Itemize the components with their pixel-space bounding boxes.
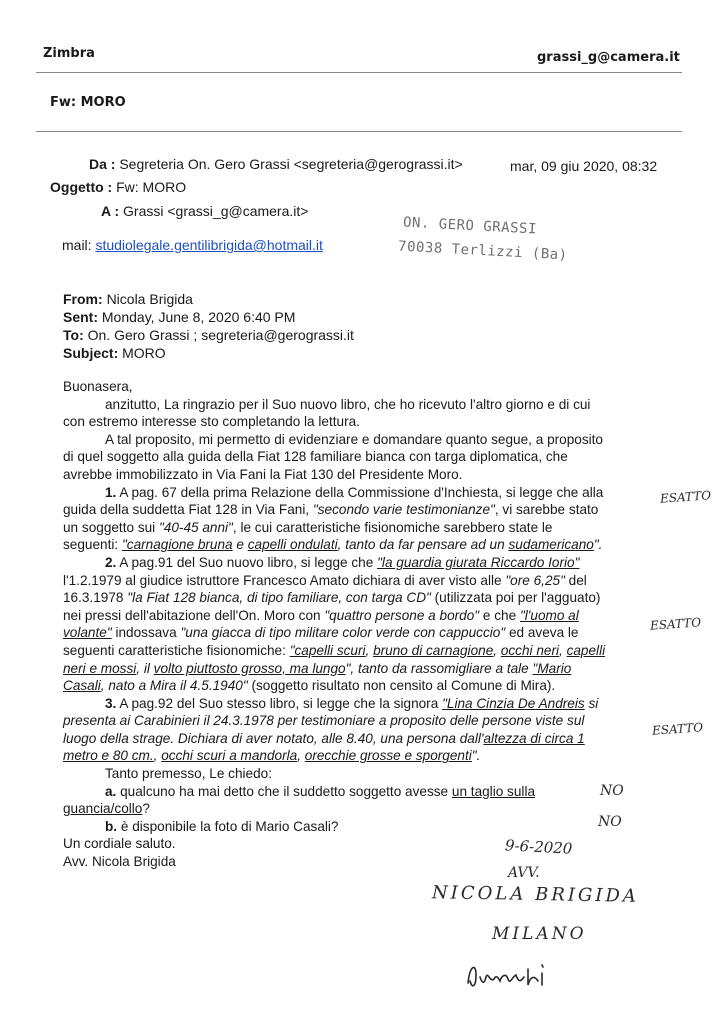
text: , le cui caratteristiche fisionomiche sarebbero state le <box>232 519 553 535</box>
quote: occhi scuri a mandorla <box>161 748 298 764</box>
text: seguenti: <box>63 537 122 553</box>
item-3 <box>63 695 663 713</box>
handwritten-avv: AVV. <box>508 865 540 881</box>
text: l'1.2.1979 al giudice istruttore Francesco Amato dichiara di aver visto alle <box>63 572 506 588</box>
quote: "la guardia giurata Riccardo Iorio" <box>377 554 580 570</box>
quote: "capelli scuri <box>289 642 366 658</box>
stamp-name: ON. GERO GRASSI <box>402 214 538 238</box>
quote: "ore 6,25" <box>505 572 565 588</box>
handwritten-name: NICOLA BRIGIDA <box>431 882 640 907</box>
quote: , <box>153 748 162 764</box>
handwritten-note-esatto: ESATTO <box>649 615 702 633</box>
message-title: Fw: MORO <box>50 95 126 110</box>
quote: neri e mossi <box>63 660 137 676</box>
body-line: con estremo interesse sto completando la lettura. <box>63 414 360 430</box>
text: nei pressi dell'abitazione dell'On. Moro con <box>63 607 325 623</box>
stamp-address: 70038 Terlizzi (Ba) <box>397 238 568 264</box>
quote: , tanto da far pensare ad un <box>337 537 509 553</box>
body-line <box>63 747 663 765</box>
quote: "40-45 anni" <box>158 519 233 535</box>
text: e che <box>479 607 520 623</box>
text: è disponibile la foto di Mario Casali? <box>117 818 339 834</box>
quote: altezza di circa 1 <box>483 730 585 746</box>
signature: Avv. Nicola Brigida <box>63 854 176 870</box>
body-line <box>63 730 663 748</box>
handwritten-note-esatto: ESATTO <box>659 488 712 506</box>
question-a <box>63 783 663 801</box>
body-line: avrebbe immobilizzato in Via Fani la Fiat 130 del Presidente Moro. <box>63 466 463 482</box>
text: un taglio sulla <box>451 783 536 799</box>
closing: Un cordiale saluto. <box>63 836 176 852</box>
message-body <box>63 378 663 871</box>
fw-to-value: On. Gero Grassi ; segreteria@gerograssi.it <box>87 327 354 343</box>
body-line: di quel soggetto alla guida della Fiat 128 familiare bianca con targa diplomatica, che <box>63 449 568 465</box>
question-label: b. <box>105 818 118 834</box>
quote: capelli <box>566 642 606 658</box>
body-line <box>63 536 663 554</box>
text: (soggetto risultato non censito al Comune di Mira). <box>247 678 556 694</box>
fw-subject-value: MORO <box>122 345 166 361</box>
quote: ". <box>471 748 481 764</box>
text: A pag. 67 della prima Relazione della Commissione d'Inchiesta, si legge che alla <box>116 484 604 500</box>
handwritten-note-esatto: ESATTO <box>651 720 704 738</box>
body-line <box>63 677 663 695</box>
body-line: presenta ai Carabinieri il 24.3.1978 per testimoniare a proposito delle persone viste sul <box>63 713 585 729</box>
from-label: Da : <box>89 156 116 172</box>
quote: "l'uomo al <box>519 607 579 623</box>
quote: "la Fiat 128 bianca, di tipo familiare, con targa CD" <box>127 590 431 606</box>
quote: bruno di carnagione <box>373 642 494 658</box>
title-divider <box>36 131 682 132</box>
quote: , il <box>136 660 154 676</box>
fw-subject-label: Subject: <box>63 345 119 361</box>
item-number: 3. <box>105 695 117 711</box>
quote: "Mario <box>532 660 572 676</box>
handwritten-city: MILANO <box>492 924 587 944</box>
quote: , <box>297 748 305 764</box>
text: guida della suddetta Fiat 128 in Via Fani, <box>63 502 313 518</box>
quote: , <box>365 642 374 658</box>
fw-sent-label: Sent: <box>63 309 98 325</box>
question-label: a. <box>105 783 117 799</box>
text: indossava <box>111 625 181 641</box>
to-value: Grassi <grassi_g@camera.it> <box>123 203 309 219</box>
quote: "carnagione bruna <box>121 537 233 553</box>
text: A pag.92 del Suo stesso libro, si legge che la signora <box>116 695 443 711</box>
quote: volto piuttosto grosso, ma lungo <box>153 660 346 676</box>
item-number: 1. <box>105 484 117 500</box>
handwritten-note-no: NO <box>600 783 624 799</box>
from-value: Segreteria On. Gero Grassi <segreteria@gerograssi.it> <box>119 156 463 172</box>
handwritten-date: 9-6-2020 <box>504 836 573 858</box>
fw-sent-value: Monday, June 8, 2020 6:40 PM <box>101 309 296 325</box>
quote: luogo della strage. Dichiara di aver notato, alle 8.40, una persona dall' <box>63 730 484 746</box>
subject-label: Oggetto : <box>50 179 113 195</box>
greeting: Buonasera, <box>63 379 133 394</box>
quote: si <box>584 695 599 711</box>
quote: e <box>232 537 248 553</box>
body-line <box>63 519 663 537</box>
quote: Casali <box>63 678 101 694</box>
to-label: A : <box>101 203 120 219</box>
quote: ", tanto da rassomigliare a tale <box>345 660 533 676</box>
account-email: grassi_g@camera.it <box>537 50 680 65</box>
subject-value: Fw: MORO <box>116 179 187 195</box>
text: un soggetto sui <box>63 519 159 535</box>
body-line <box>63 642 663 660</box>
quote: sudamericano <box>508 537 594 553</box>
app-name: Zimbra <box>43 46 95 61</box>
quote: "Lina Cinzia De Andreis <box>442 695 585 711</box>
quote: ". <box>593 537 603 553</box>
fw-from-label: From: <box>63 291 103 307</box>
text: 16.3.1978 <box>63 590 128 606</box>
quote: "quattro persone a bordo" <box>324 607 480 623</box>
quote: , <box>559 642 567 658</box>
text: ed aveva le <box>505 625 579 641</box>
quote: metro e 80 cm. <box>63 748 154 764</box>
quote: "secondo varie testimonianze" <box>312 502 495 518</box>
body-line: A tal proposito, mi permetto di evidenziare e domandare quanto segue, a proposito <box>105 431 603 447</box>
text: seguenti caratteristiche fisionomiche: <box>63 642 290 658</box>
body-line: anzitutto, La ringrazio per il Suo nuovo libro, che ho ricevuto l'altro giorno e di cui <box>105 396 591 412</box>
body-line: Tanto premesso, Le chiedo: <box>105 766 273 782</box>
mail-row <box>62 237 323 253</box>
item-1 <box>63 484 663 502</box>
body-line <box>63 660 663 678</box>
subject-row <box>50 179 186 195</box>
text: del <box>564 572 587 588</box>
item-2 <box>63 554 663 572</box>
body-line <box>63 501 663 519</box>
message-date: mar, 09 giu 2020, 08:32 <box>510 158 658 174</box>
body-line <box>63 607 663 625</box>
quote: "una giacca di tipo militare color verde con cappuccio" <box>180 625 506 641</box>
text: (utilizzata poi per l'agguato) <box>430 590 601 606</box>
text: A pag.91 del Suo nuovo libro, si legge che <box>116 554 378 570</box>
quote: , nato a Mira il 4.5.1940" <box>100 678 248 694</box>
to-row <box>101 203 308 219</box>
mail-link[interactable]: studiolegale.gentilibrigida@hotmail.it <box>95 237 323 253</box>
quote: orecchie grosse e sporgenti <box>304 748 472 764</box>
quote: occhi neri <box>500 642 560 658</box>
handwritten-note-no: NO <box>598 814 622 830</box>
item-number: 2. <box>105 554 117 570</box>
handwritten-signature <box>462 955 572 995</box>
quote: capelli ondulati <box>247 537 338 553</box>
quote: volante" <box>63 625 112 641</box>
mail-label: mail: <box>62 237 92 253</box>
body-line <box>63 589 663 607</box>
question-b <box>63 818 663 836</box>
text: qualcuno ha mai detto che il suddetto soggetto avesse <box>116 783 452 799</box>
body-line <box>63 624 663 642</box>
text: , vi sarebbe stato <box>494 502 599 518</box>
from-row <box>89 156 463 172</box>
text: guancia/collo <box>63 801 143 817</box>
fw-to-label: To: <box>63 327 84 343</box>
text: ? <box>142 801 150 817</box>
forwarded-headers <box>63 290 354 362</box>
header-divider <box>36 72 682 73</box>
body-line <box>63 572 663 590</box>
body-line <box>63 800 663 818</box>
fw-from-value: Nicola Brigida <box>106 291 193 307</box>
quote: , <box>493 642 501 658</box>
